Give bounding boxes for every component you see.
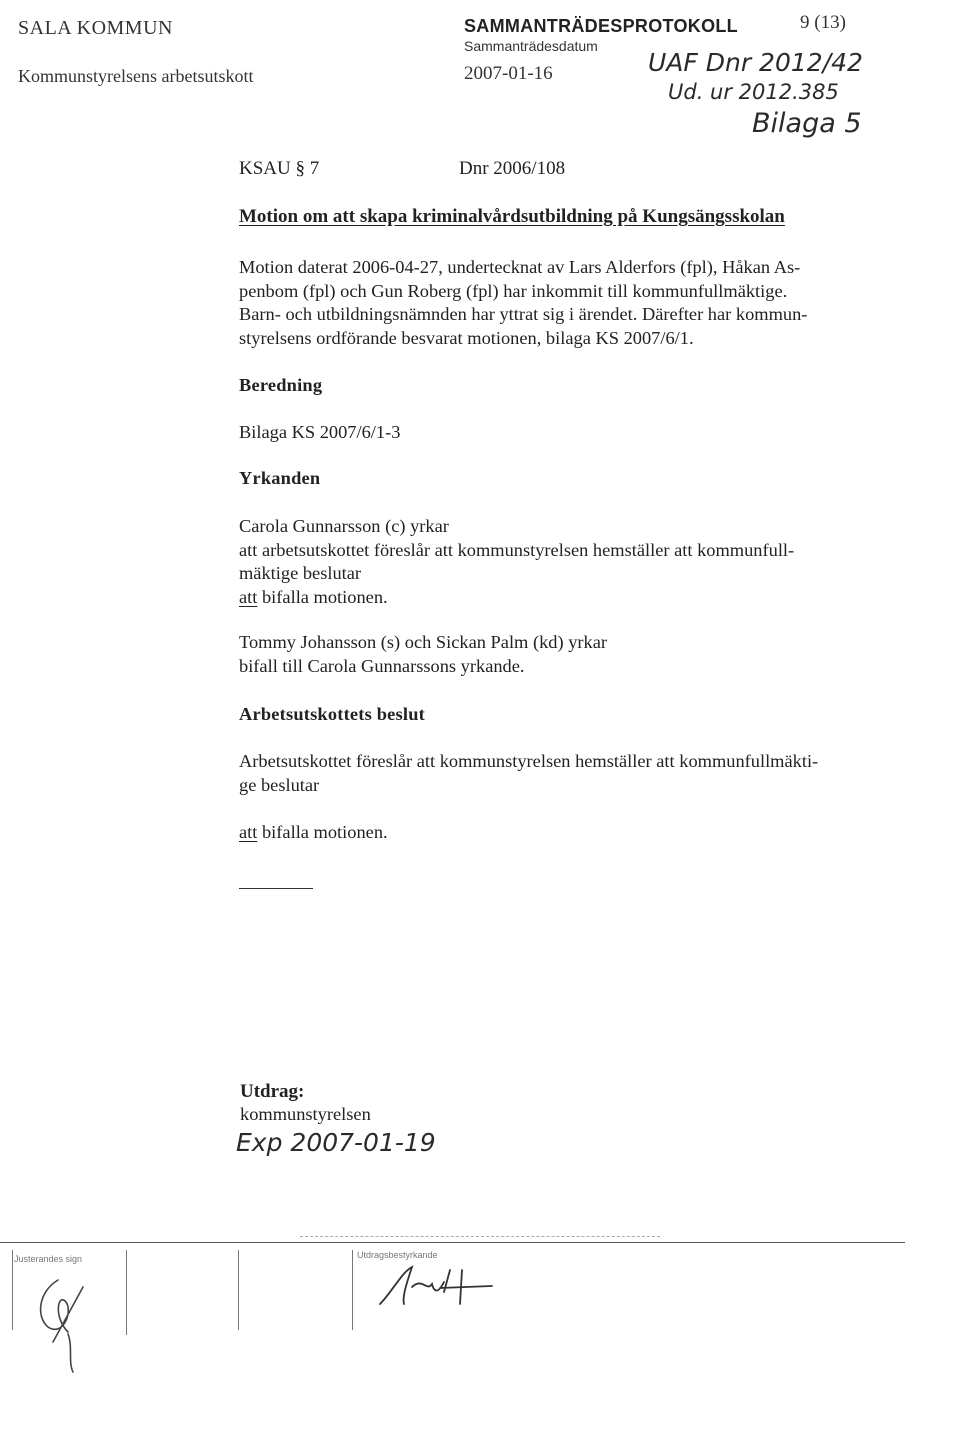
handwritten-date-note: Ud. ur 2012.385 <box>668 80 839 104</box>
handwritten-signature-2 <box>372 1262 502 1312</box>
intro-line: Motion daterat 2006-04-27, undertecknat av Lars Alderfors (fpl), Håkan As- <box>239 257 801 277</box>
handwritten-bilaga-note: Bilaga 5 <box>752 108 862 139</box>
signature-box-divider <box>12 1250 13 1330</box>
extract-label: Utdrag: <box>240 1081 305 1102</box>
att-word: att <box>239 586 258 607</box>
justerandes-sign-label: Justerandes sign <box>14 1254 83 1264</box>
section-end-rule <box>239 888 313 889</box>
footer-rule <box>0 1242 905 1243</box>
date-label: Sammanträdesdatum <box>464 38 598 54</box>
page-number: 9 (13) <box>800 12 846 33</box>
case-number: Dnr 2006/108 <box>459 158 566 179</box>
signature-box-divider <box>238 1250 239 1330</box>
yrkande-paragraph-2 <box>239 631 891 678</box>
section-reference: KSAU § 7 <box>239 158 320 179</box>
meeting-date: 2007-01-16 <box>464 63 553 84</box>
yrkande-att-line <box>239 586 891 610</box>
extract-recipient: kommunstyrelsen <box>240 1104 371 1124</box>
beslut-paragraph <box>239 750 891 797</box>
motion-title: Motion om att skapa kriminalvårdsutbildning på Kungsängsskolan <box>239 206 785 227</box>
department-name: Kommunstyrelsens arbetsutskott <box>18 66 254 86</box>
signature-box-divider <box>126 1250 127 1335</box>
intro-line: styrelsens ordförande besvarat motionen, bilaga KS 2007/6/1. <box>239 327 694 348</box>
beslut-heading: Arbetsutskottets beslut <box>239 704 425 724</box>
yrkande-line: Carola Gunnarsson (c) yrkar <box>239 516 449 536</box>
beslut-att-line <box>239 821 891 845</box>
att-clause: bifalla motionen. <box>257 822 388 842</box>
yrkande-line: mäktige beslutar <box>239 563 362 583</box>
intro-paragraph <box>239 256 891 350</box>
yrkande-line: bifall till Carola Gunnarssons yrkande. <box>239 655 525 676</box>
handwritten-signature-1 <box>28 1272 118 1382</box>
handwritten-extract-note: Exp 2007-01-19 <box>236 1128 436 1157</box>
signature-box-divider <box>352 1250 353 1330</box>
att-word: att <box>239 822 258 842</box>
handwritten-dnr-note: UAF Dnr 2012/42 <box>648 48 863 77</box>
utdragsbestyrkande-label: Utdragsbestyrkande <box>357 1250 438 1260</box>
yrkande-line: Tommy Johansson (s) och Sickan Palm (kd) yrkar <box>239 632 608 652</box>
organization-name: SALA KOMMUN <box>18 17 173 39</box>
intro-line: Barn- och utbildningsnämnden har yttrat sig i ärendet. Därefter har kommun- <box>239 304 808 324</box>
beslut-line: Arbetsutskottet föreslår att kommunstyrelsen hemställer att kommunfullmäkti- <box>239 751 819 771</box>
beslut-line: ge beslutar <box>239 774 320 795</box>
document-type: SAMMANTRÄDESPROTOKOLL <box>464 16 738 36</box>
footer-dotted-rule <box>300 1236 660 1237</box>
yrkande-paragraph <box>239 515 891 609</box>
att-clause: bifalla motionen. <box>257 586 388 607</box>
yrkanden-heading: Yrkanden <box>239 468 321 488</box>
yrkande-line: att arbetsutskottet föreslår att kommunstyrelsen hemställer att kommunfull- <box>239 539 795 560</box>
intro-line: penbom (fpl) och Gun Roberg (fpl) har inkommit till kommunfullmäktige. <box>239 280 788 301</box>
beredning-text: Bilaga KS 2007/6/1-3 <box>239 422 401 442</box>
beredning-heading: Beredning <box>239 375 323 395</box>
